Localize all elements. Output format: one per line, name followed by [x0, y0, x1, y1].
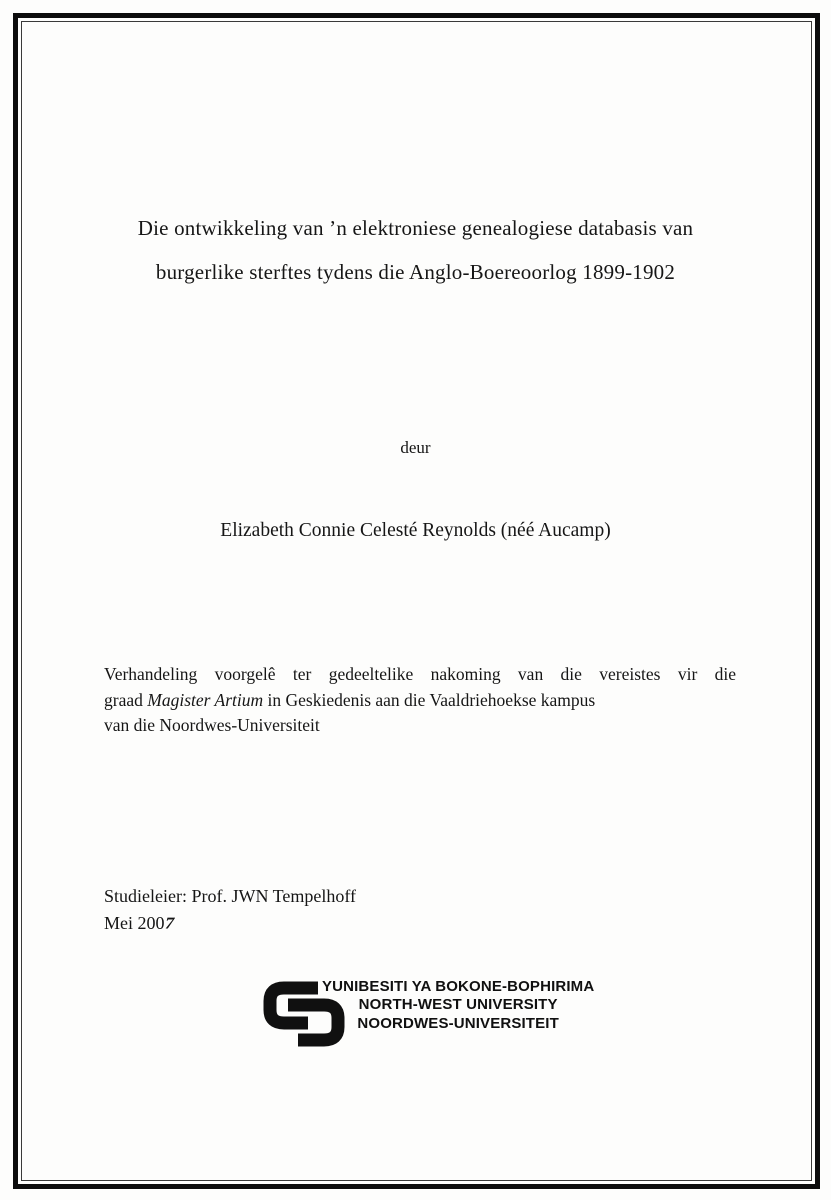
degree-statement-line2-suffix: in Geskiedenis aan die Vaaldriehoekse kampus — [263, 689, 596, 710]
logo-text-afrikaans: NOORDWES-UNIVERSITEIT — [357, 1014, 559, 1032]
degree-statement-line2-prefix: graad — [104, 689, 148, 710]
degree-statement-line1: Verhandeling voorgelê ter gedeeltelike nakoming van die vereistes vir die — [104, 664, 736, 684]
thesis-title-line2: burgerlike sterftes tydens die Anglo-Boereoorlog 1899-1902 — [155, 260, 676, 284]
date-last-digit: 7 — [162, 913, 176, 933]
date-prefix: Mei 200 — [104, 913, 165, 933]
supervisor-line: Studieleier: Prof. JWN Tempelhoff — [104, 886, 357, 906]
degree-statement-line3: van die Noordwes-Universiteit — [104, 715, 320, 735]
byline-deur: deur — [400, 438, 431, 457]
thesis-title — [60, 206, 771, 294]
thesis-title-line1: Die ontwikkeling van ’n elektroniese genealogiese databasis van — [137, 216, 694, 240]
degree-statement — [104, 662, 736, 739]
degree-statement-line2 — [104, 688, 736, 714]
degree-statement-line2-italic: Magister Artium — [147, 689, 264, 710]
university-logo-text — [322, 978, 594, 1033]
logo-text-english: NORTH-WEST UNIVERSITY — [358, 996, 558, 1014]
university-logo — [256, 972, 594, 1058]
date-line — [104, 913, 174, 934]
author-name: Elizabeth Connie Celesté Reynolds (néé Aucamp) — [220, 520, 611, 541]
logo-text-setswana: YUNIBESITI YA BOKONE-BOPHIRIMA — [322, 978, 595, 995]
